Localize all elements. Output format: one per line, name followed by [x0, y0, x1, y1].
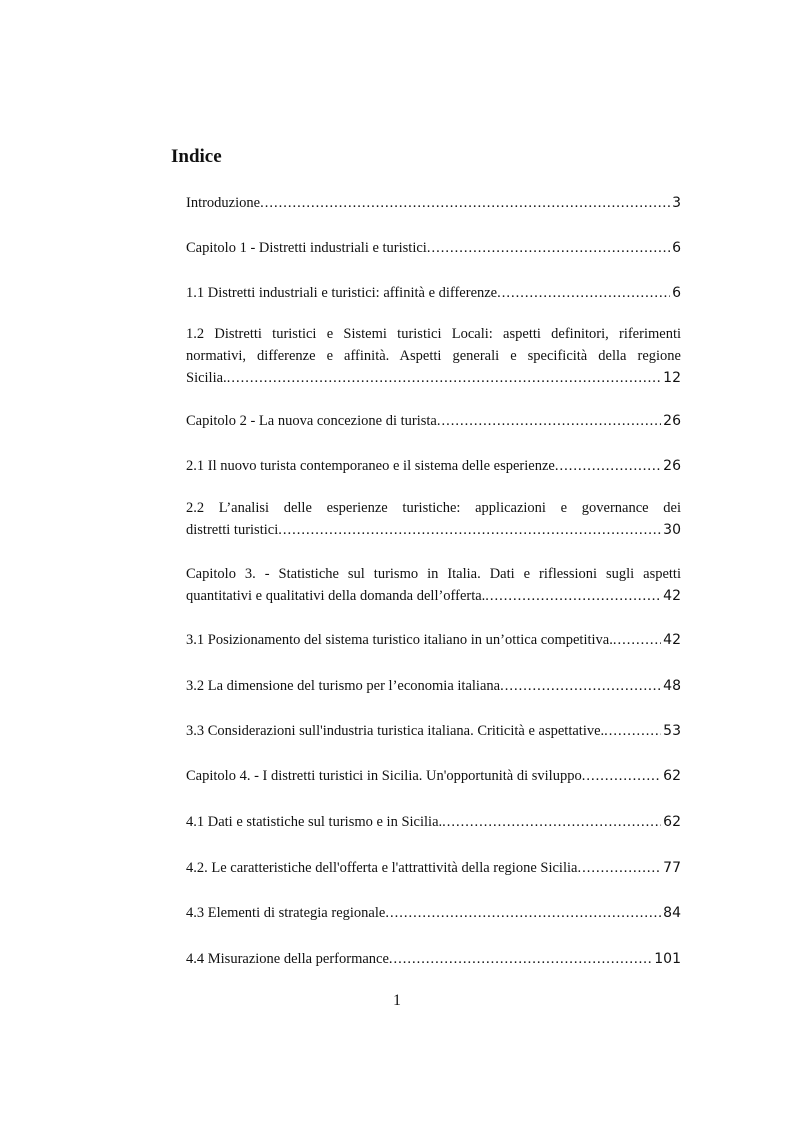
- toc-entry-capitolo-3[interactable]: [186, 563, 681, 607]
- toc-entry-page: 26: [663, 458, 681, 474]
- toc-entry-page: 30: [663, 522, 681, 538]
- toc-entry-3-1[interactable]: [186, 629, 681, 651]
- toc-entry-text: Sicilia.: [186, 370, 227, 386]
- leader-dots: [385, 902, 661, 924]
- toc-entry-4-2[interactable]: [186, 857, 681, 879]
- leader-dots: [500, 675, 661, 697]
- toc-entry-text: distretti turistici: [186, 522, 279, 538]
- toc-entry-page: 53: [663, 723, 681, 739]
- leader-dots: [437, 410, 661, 432]
- toc-entry-2-2[interactable]: [186, 497, 681, 541]
- toc-entry-line: normativi, differenze e affinità. Aspetti generali e specificità della regione: [186, 348, 681, 364]
- toc-entry-text: 3.2 La dimensione del turismo per l’economia italiana: [186, 678, 501, 694]
- toc-entry-text: 1.1 Distretti industriali e turistici: affinità e differenze: [186, 285, 498, 301]
- toc-entry-text: Capitolo 4. - I distretti turistici in Sicilia. Un'opportunità di sviluppo: [186, 768, 582, 784]
- leader-dots: [604, 720, 661, 742]
- toc-entry-line: 2.2 L’analisi delle esperienze turistiche: applicazioni e governance dei: [186, 500, 681, 516]
- toc-entry-text: Capitolo 2 - La nuova concezione di turista: [186, 413, 437, 429]
- leader-dots: [577, 857, 661, 879]
- page-number: 1: [393, 992, 401, 1009]
- toc-entry-page: 6: [672, 240, 681, 256]
- toc-entry-page: 101: [654, 951, 681, 967]
- toc-entry-4-1[interactable]: [186, 811, 681, 833]
- leader-dots: [582, 765, 661, 787]
- leader-dots: [389, 948, 652, 970]
- toc-entry-page: 84: [663, 905, 681, 921]
- toc-entry-text: 4.2. Le caratteristiche dell'offerta e l'attrattività della regione Sicilia: [186, 860, 578, 876]
- toc-entry-page: 42: [663, 588, 681, 604]
- toc-entry-1-1[interactable]: [186, 282, 681, 304]
- toc-entry-page: 42: [663, 632, 681, 648]
- toc-entry-page: 6: [672, 285, 681, 301]
- toc-entry-text: quantitativi e qualitativi della domanda dell’offerta.: [186, 588, 486, 604]
- leader-dots: [260, 192, 670, 214]
- leader-dots: [442, 811, 661, 833]
- toc-entry-4-3[interactable]: [186, 902, 681, 924]
- toc-entry-page: 26: [663, 413, 681, 429]
- toc-entry-capitolo-1[interactable]: [186, 237, 681, 259]
- toc-entry-line: 1.2 Distretti turistici e Sistemi turistici Locali: aspetti definitori, riferimenti: [186, 326, 681, 342]
- leader-dots: [555, 455, 661, 477]
- toc-entry-4-4[interactable]: [186, 948, 681, 970]
- leader-dots: [278, 519, 661, 541]
- toc-entry-text: 4.3 Elementi di strategia regionale: [186, 905, 386, 921]
- leader-dots: [427, 237, 670, 259]
- leader-dots: [485, 585, 661, 607]
- toc-entry-page: 12: [663, 370, 681, 386]
- toc-entry-capitolo-2[interactable]: [186, 410, 681, 432]
- toc-title: Indice: [171, 146, 222, 167]
- leader-dots: [613, 629, 661, 651]
- toc-entry-introduzione[interactable]: [186, 192, 681, 214]
- leader-dots: [497, 282, 670, 304]
- toc-entry-page: 62: [663, 814, 681, 830]
- toc-entry-text: 3.3 Considerazioni sull'industria turistica italiana. Criticità e aspettative.: [186, 723, 605, 739]
- toc-entry-3-2[interactable]: [186, 675, 681, 697]
- toc-entry-line: Capitolo 3. - Statistiche sul turismo in Italia. Dati e riflessioni sugli aspetti: [186, 566, 681, 582]
- toc-entry-text: 4.1 Dati e statistiche sul turismo e in Sicilia.: [186, 814, 443, 830]
- toc-entry-3-3[interactable]: [186, 720, 681, 742]
- leader-dots: [227, 367, 661, 389]
- toc-entry-text: Introduzione: [186, 195, 261, 211]
- toc-entry-capitolo-4[interactable]: [186, 765, 681, 787]
- toc-entry-1-2[interactable]: [186, 323, 681, 389]
- toc-entry-text: Capitolo 1 - Distretti industriali e turistici: [186, 240, 427, 256]
- toc-entry-text: 3.1 Posizionamento del sistema turistico italiano in un’ottica competitiva.: [186, 632, 613, 648]
- toc-entry-2-1[interactable]: [186, 455, 681, 477]
- toc-entry-page: 77: [663, 860, 681, 876]
- toc-entry-page: 3: [672, 195, 681, 211]
- toc-entry-text: 4.4 Misurazione della performance: [186, 951, 389, 967]
- toc-entry-page: 62: [663, 768, 681, 784]
- toc-entry-text: 2.1 Il nuovo turista contemporaneo e il sistema delle esperienze: [186, 458, 555, 474]
- toc-entry-page: 48: [663, 678, 681, 694]
